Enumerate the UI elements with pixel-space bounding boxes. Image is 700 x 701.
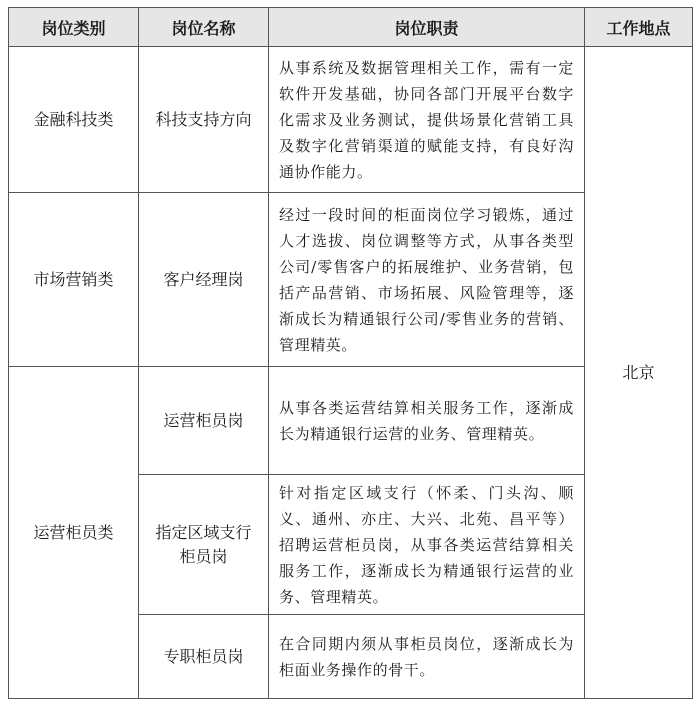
duty-cell: 从事各类运营结算相关服务工作，逐渐成长为精通银行运营的业务、管理精英。	[269, 367, 585, 475]
header-location: 工作地点	[585, 8, 693, 47]
duty-cell: 针对指定区域支行（怀柔、门头沟、顺义、通州、亦庄、大兴、北苑、昌平等）招聘运营柜员岗，从事各类运营结算相关服务工作，逐渐成长为精通银行运营的业务、管理精英。	[269, 475, 585, 615]
position-name-cell	[139, 475, 269, 615]
position-name-cell: 科技支持方向	[139, 47, 269, 193]
header-row	[9, 8, 693, 47]
header-duty: 岗位职责	[269, 8, 585, 47]
duty-cell: 在合同期内须从事柜员岗位，逐渐成长为柜面业务操作的骨干。	[269, 615, 585, 699]
category-cell: 金融科技类	[9, 47, 139, 193]
duty-cell: 经过一段时间的柜面岗位学习锻炼，通过人才选拔、岗位调整等方式，从事各类型公司/零售客户的拓展维护、业务营销，包括产品营销、市场拓展、风险管理等，逐渐成长为精通银行公司/零售业务的营销、管理精英。	[269, 193, 585, 367]
position-name-line: 柜员岗	[179, 546, 228, 566]
position-name-cell: 专职柜员岗	[139, 615, 269, 699]
job-table	[8, 7, 693, 699]
duty-cell: 从事系统及数据管理相关工作，需有一定软件开发基础，协同各部门开展平台数字化需求及业务测试，提供场景化营销工具及数字化营销渠道的赋能支持，有良好沟通协作能力。	[269, 47, 585, 193]
position-name-cell: 客户经理岗	[139, 193, 269, 367]
category-cell: 市场营销类	[9, 193, 139, 367]
location-cell: 北京	[585, 47, 693, 699]
category-cell: 运营柜员类	[9, 367, 139, 699]
table-row	[9, 47, 693, 193]
position-name-cell: 运营柜员岗	[139, 367, 269, 475]
header-position-name: 岗位名称	[139, 8, 269, 47]
position-name-line: 指定区域支行	[155, 522, 252, 542]
header-category: 岗位类别	[9, 8, 139, 47]
